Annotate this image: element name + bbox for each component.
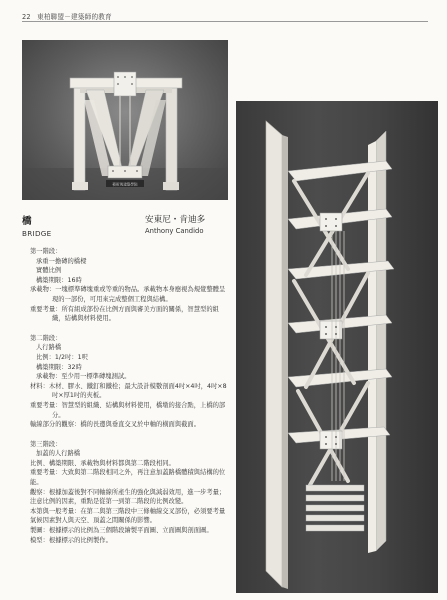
author-name-en: Anthony Candido — [145, 227, 204, 235]
phase-3-line: 重要考量：大致與第二階段相同之外，再注意加蓋路橋體積與結構的位能。 — [30, 469, 226, 487]
project-title-en: BRIDGE — [22, 229, 52, 238]
phase-3-line: 比例、構築期限、承載物與材料都與第二階段相同。 — [30, 459, 175, 467]
author-name-zh: 安東尼・肯迪多 — [145, 215, 206, 225]
phase-2-line: 比例：1/2吋：1呎 — [36, 353, 88, 361]
header-rule — [22, 21, 428, 22]
phase-3-line: 模型：根據標示的比例製作。 — [30, 536, 112, 544]
running-header — [22, 11, 112, 21]
running-title: 東柏聯盟－建築師的教育 — [37, 13, 112, 21]
phase-3 — [30, 440, 228, 546]
assignment-text — [30, 247, 228, 545]
phase-2-line: 人行路橋 — [36, 344, 62, 352]
phase-1 — [30, 247, 228, 324]
phase-3-heading: 第三階段： — [30, 440, 62, 448]
project-title-zh: 橋 — [22, 216, 32, 227]
bridge-model-photo-large — [236, 101, 438, 593]
phase-1-line: 承重一擔磚的橋樑 — [36, 257, 87, 265]
model-label-text: 藝術與建築學院 — [112, 182, 138, 187]
bridge-model-drawing-small — [22, 40, 228, 200]
phase-1-line: 承載物：一塊標準磚塊重或等重的物品。承載物本身應視為規覺整體呈現的一部份，可用來完成整個工程與結構。 — [30, 286, 226, 303]
phase-1-line: 實體比例 — [36, 267, 62, 275]
phase-3-line: 加蓋的人行路橋 — [36, 450, 81, 458]
phase-2-line: 輸線部分的觀察：橋的長邊與垂直交叉於中軸的橫面與截面。 — [30, 421, 201, 429]
phase-3-line: 本第與一般考量：在第二與第三階段中三條軸線交叉部份，必須要考量氣候因素對人與天空、頂蓋之間關係的影響。 — [30, 507, 226, 525]
phase-1-line: 重要考量：所有組成部份在比例方面與審美方面的關係，智慧型的組織，結構與材料使用。 — [30, 305, 219, 323]
phase-2-line: 材料：木材、膠水、鐵釘和鐵栓；最大設計模數剖面4吋×4吋，4吋×8吋×厚1吋的夾板。 — [30, 382, 227, 400]
phase-2-line: 重要考量：智慧型的組織、結構與材料使用，橋墩的接合點，上橋的部分。 — [30, 401, 226, 419]
phase-3-line: 觀察：根據加蓋後對不同軸線所產生的強化與減弱效用，進一步考量；注意比例的因素，重點是從第一到第二階段的比例改變。 — [30, 488, 226, 506]
project-title — [22, 213, 52, 238]
phase-3-line: 製圖：根據標示的比例為三個階段繪製平面圖、立面圖與剖面圖。 — [30, 527, 213, 535]
bridge-model-photo-small — [22, 40, 228, 200]
project-author — [145, 213, 229, 235]
phase-1-heading: 第一階段： — [30, 248, 62, 255]
bridge-model-drawing-large — [236, 101, 438, 593]
phase-2-line: 構築期限：32時 — [36, 363, 82, 371]
phase-1-line: 構築期限：16時 — [36, 276, 82, 284]
phase-2 — [30, 334, 228, 430]
phase-2-line: 承載物：至少用一標準磚塊測試。 — [36, 373, 131, 381]
page-number: 22 — [22, 13, 31, 21]
phase-2-heading: 第二階段： — [30, 334, 62, 342]
